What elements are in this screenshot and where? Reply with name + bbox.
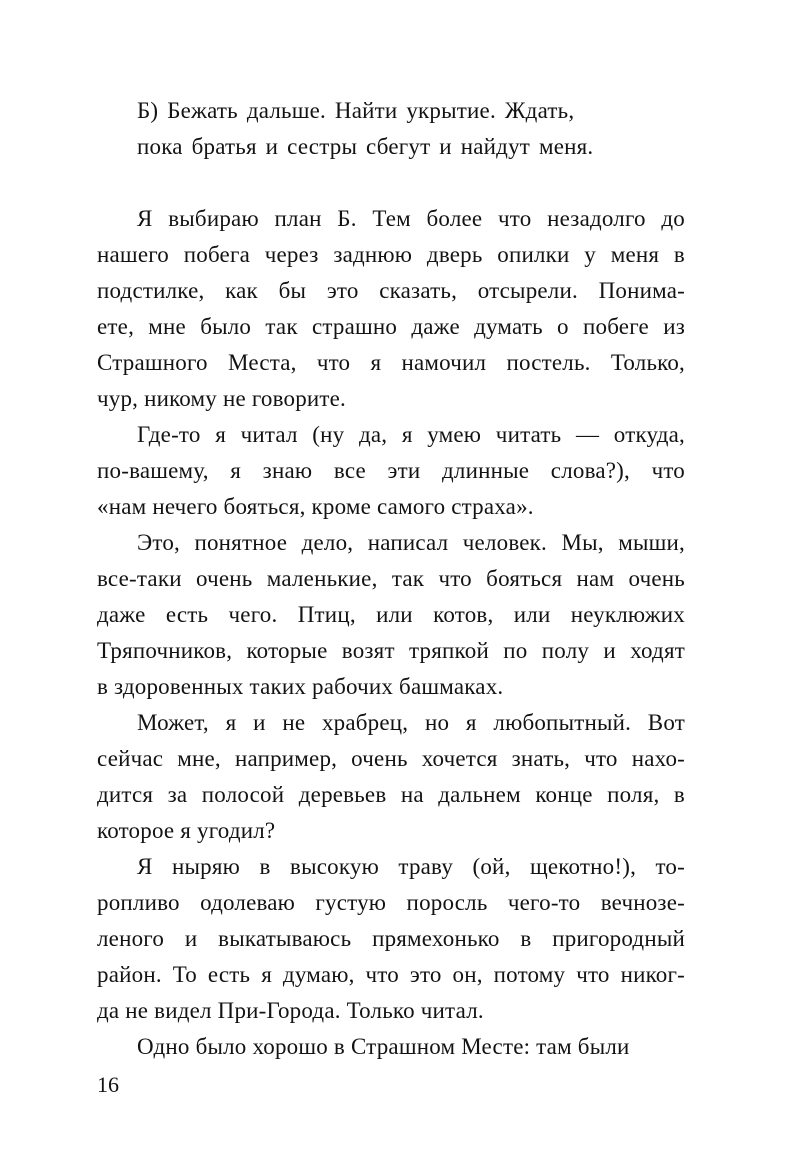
paragraph [97, 417, 685, 525]
text-line: дится за полосой деревьев на дальнем конце поля, в [97, 782, 685, 807]
text-line: ропливо одолеваю густую поросль чего-то вечнозе- [97, 890, 685, 915]
text-line: ете, мне было так страшно даже думать о побеге из [97, 314, 685, 339]
text-line: чур, никому не говорите. [97, 386, 347, 411]
text-line: район. То есть я думаю, что это он, потому что никог- [97, 962, 685, 987]
text-line: Может, я и не храбрец, но я любопытный. Вот [137, 710, 685, 735]
text-line: в здоровенных таких рабочих башмаках. [97, 674, 504, 699]
text-line: Я выбираю план Б. Тем более что незадолго до [137, 206, 685, 231]
text-line: которое я угодил? [97, 818, 276, 843]
text-line: Б) Бежать дальше. Найти укрытие. Ждать, [137, 98, 575, 123]
text-line: сейчас мне, например, очень хочется знать, что нахо- [97, 746, 685, 771]
text-line: пока братья и сестры сбегут и найдут меня. [137, 134, 594, 159]
page-number: 16 [97, 1072, 119, 1097]
text-line: Это, понятное дело, написал человек. Мы, мыши, [137, 530, 685, 555]
text-line: леного и выкатываюсь прямехонько в пригородный [97, 926, 685, 951]
text-line: подстилке, как бы это сказать, отсырели. Понима- [97, 278, 685, 303]
paragraph [97, 1029, 685, 1065]
paragraph [97, 201, 685, 417]
text-line: Тряпочников, которые возят тряпкой по полу и ходят [97, 638, 685, 663]
text-line: все-таки очень маленькие, так что бояться нам очень [97, 566, 685, 591]
text-line: Одно было хорошо в Страшном Месте: там были [137, 1034, 630, 1059]
paragraph [97, 849, 685, 1029]
option-item-b [97, 93, 685, 165]
text-line: Страшного Места, что я намочил постель. Только, [97, 350, 685, 375]
text-line: по-вашему, я знаю все эти длинные слова?), что [97, 458, 685, 483]
text-line: «нам нечего бояться, кроме самого страха». [97, 494, 534, 519]
text-line: Я ныряю в высокую траву (ой, щекотно!), то- [137, 854, 685, 879]
paragraph [97, 525, 685, 705]
text-line: даже есть чего. Птиц, или котов, или неуклюжих [97, 602, 685, 627]
text-line: да не видел При-Города. Только читал. [97, 998, 484, 1023]
text-line: нашего побега через заднюю дверь опилки у меня в [97, 242, 685, 267]
text-line: Где-то я читал (ну да, я умею читать — откуда, [137, 422, 685, 447]
paragraph [97, 705, 685, 849]
